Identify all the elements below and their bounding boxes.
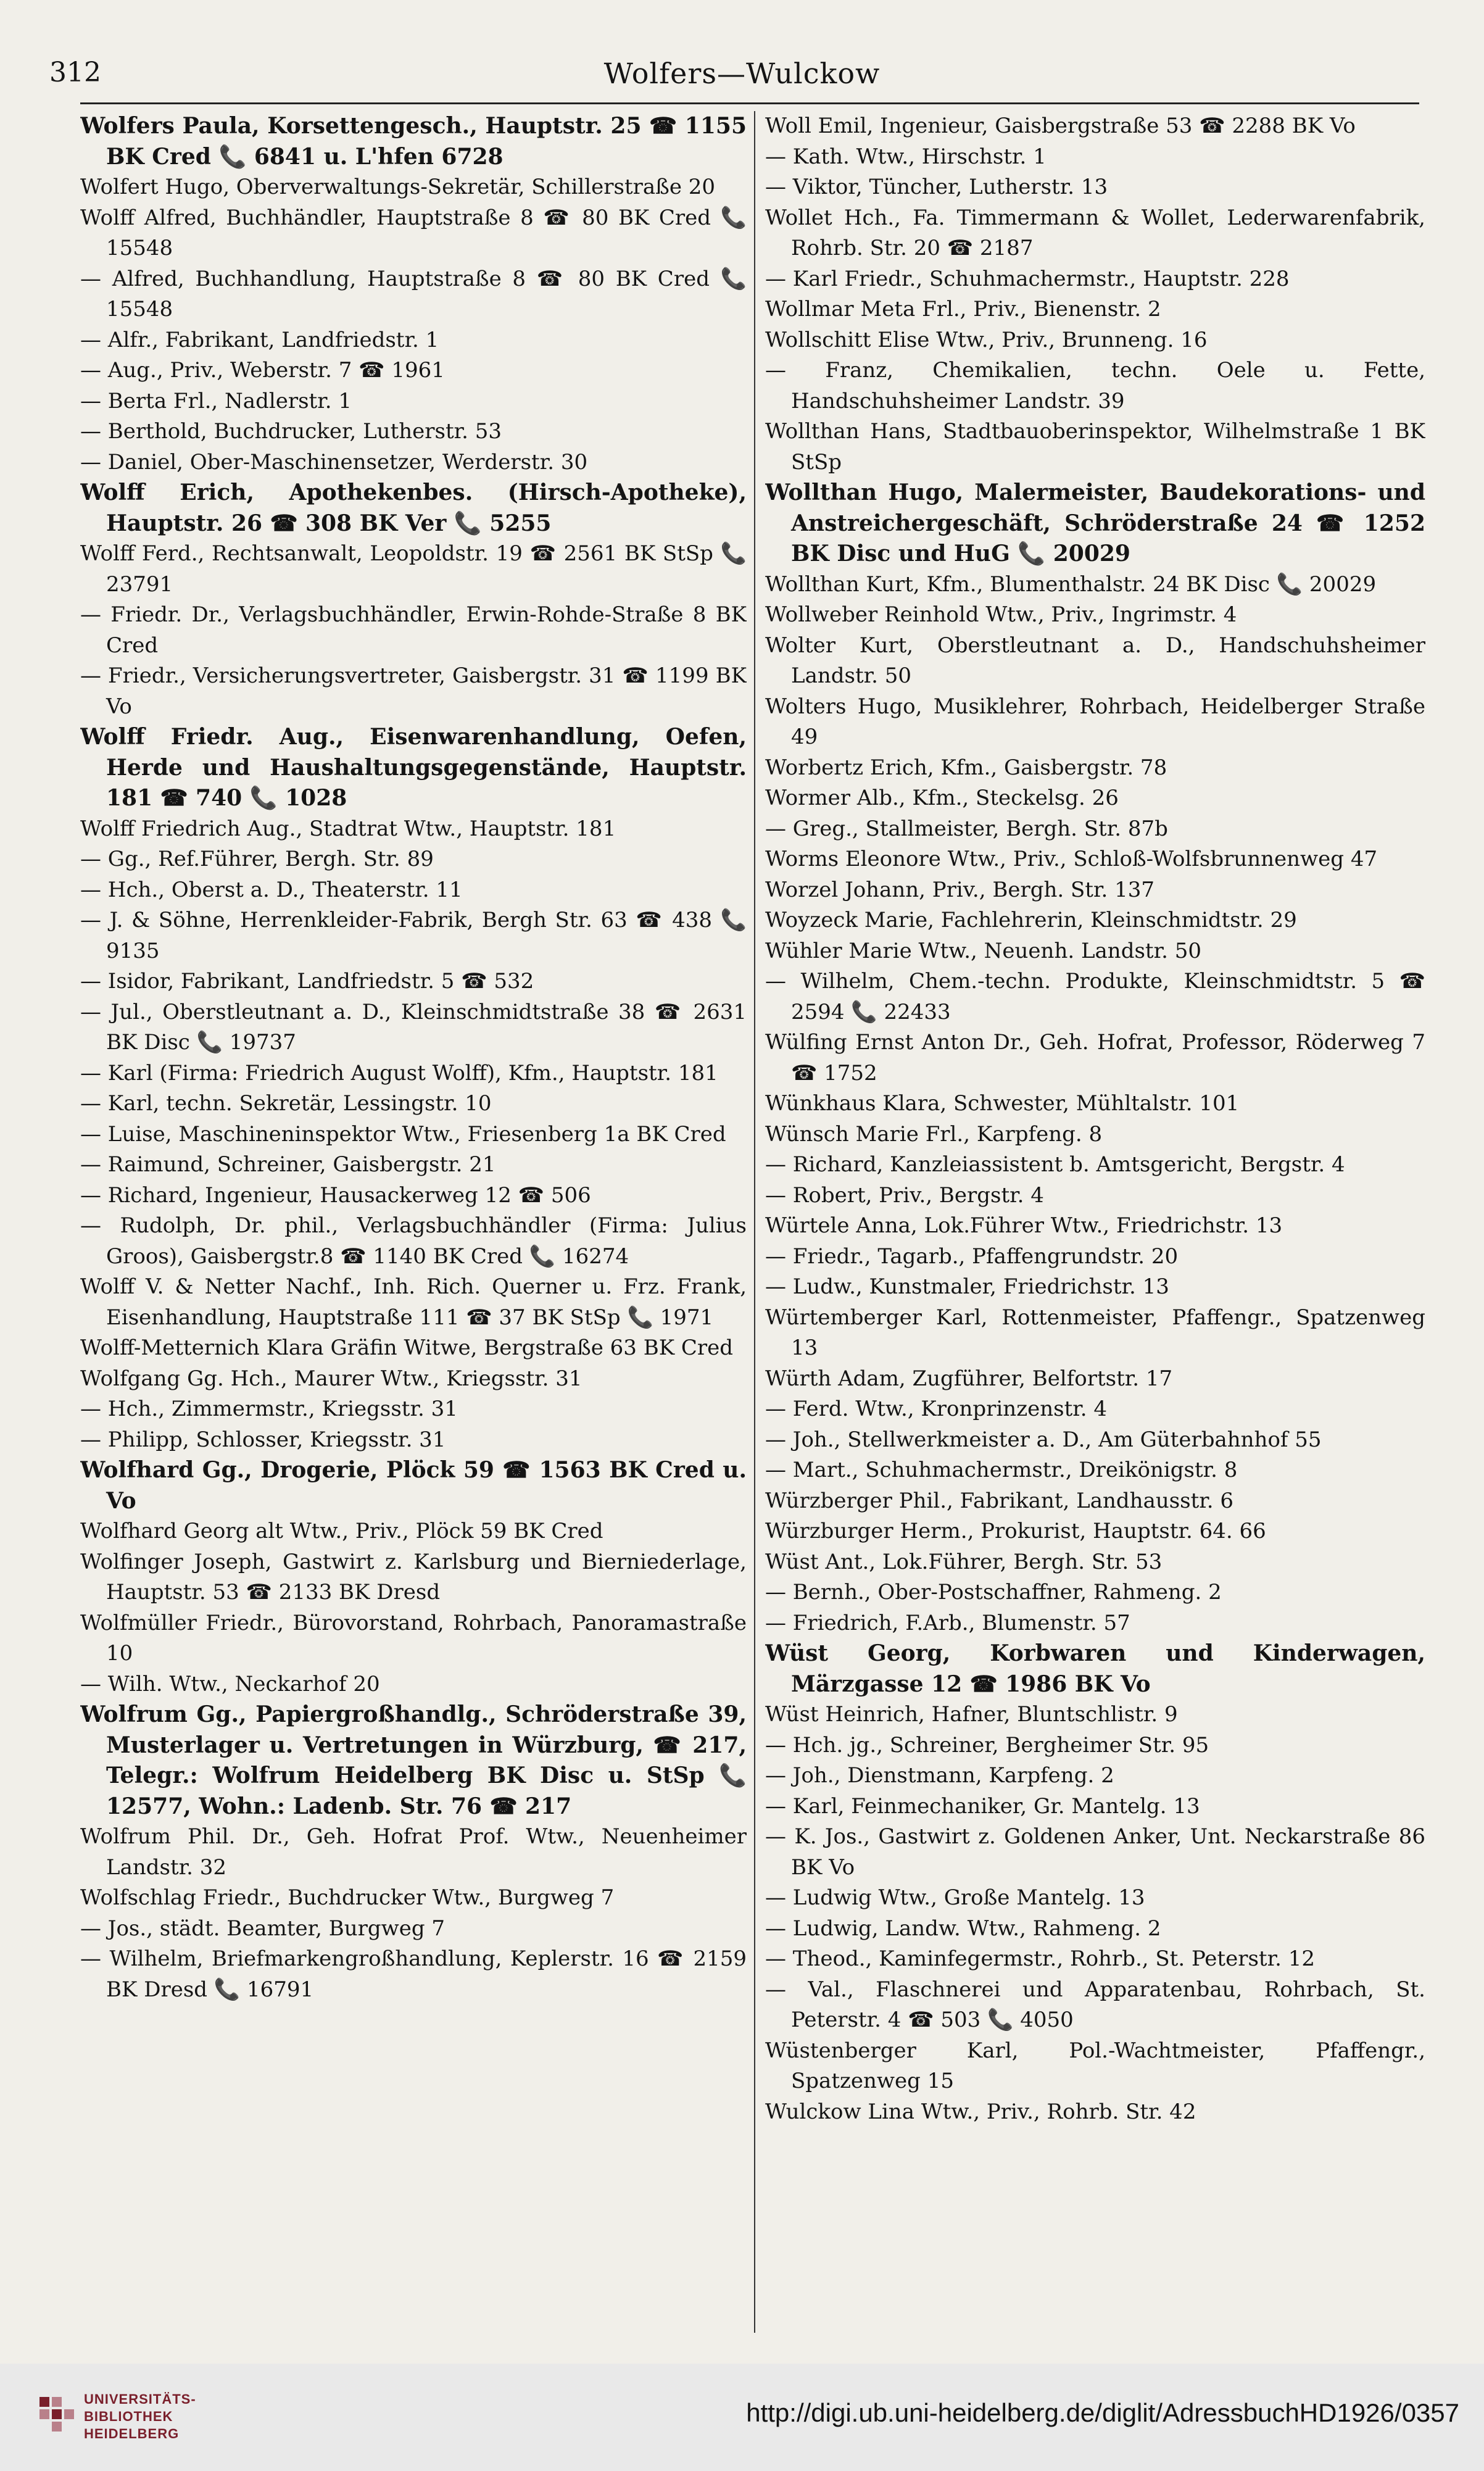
directory-entry: — Hch., Oberst a. D., Theaterstr. 11 — [80, 877, 463, 902]
directory-entry: Wolfert Hugo, Oberverwaltungs-Sekretär, Schillerstraße 20 — [80, 175, 716, 199]
directory-entry: — Raimund, Schreiner, Gaisbergstr. 21 — [80, 1152, 496, 1177]
page-number: 312 — [49, 57, 101, 88]
directory-entry: Wünkhaus Klara, Schwester, Mühltalstr. 101 — [765, 1091, 1240, 1116]
directory-entry: — Gg., Ref.Führer, Bergh. Str. 89 — [80, 847, 434, 871]
directory-entry: Worzel Johann, Priv., Bergh. Str. 137 — [765, 877, 1154, 902]
directory-entry: Wollthan Hans, Stadtbauoberinspektor, Wilhelmstraße 1 BK StSp — [765, 419, 1425, 475]
directory-entry: Wolfmüller Friedr., Bürovorstand, Rohrbach, Panoramastraße 10 — [80, 1610, 747, 1666]
directory-entry: — Jul., Oberstleutnant a. D., Kleinschmidtstraße 38 ☎ 2631 BK Disc 📞 19737 — [80, 999, 747, 1055]
directory-entry: Woll Emil, Ingenieur, Gaisbergstraße 53 ☎ 2288 BK Vo — [765, 114, 1356, 138]
directory-entry: Wolff V. & Netter Nachf., Inh. Rich. Querner u. Frz. Frank, Eisenhandlung, Hauptstraße 111 ☎ 37 BK StSp 📞 1971 — [80, 1274, 747, 1330]
directory-entry: Wolfrum Phil. Dr., Geh. Hofrat Prof. Wtw., Neuenheimer Landstr. 32 — [80, 1824, 747, 1880]
directory-entry: — Wilhelm, Briefmarkengroßhandlung, Keplerstr. 16 ☎ 2159 BK Dresd 📞 16791 — [80, 1946, 747, 2002]
directory-entry: — Berthold, Buchdrucker, Lutherstr. 53 — [80, 419, 502, 444]
directory-entry: Wolter Kurt, Oberstleutnant a. D., Handschuhsheimer Landstr. 50 — [765, 633, 1425, 688]
directory-entry: Wolff Friedrich Aug., Stadtrat Wtw., Hauptstr. 181 — [80, 816, 616, 841]
directory-entry: — Jos., städt. Beamter, Burgweg 7 — [80, 1916, 446, 1941]
directory-entry: — Richard, Kanzleiassistent b. Amtsgericht, Bergstr. 4 — [765, 1152, 1345, 1177]
library-logo-icon — [37, 2394, 77, 2434]
directory-entry: — Karl, techn. Sekretär, Lessingstr. 10 — [80, 1091, 492, 1116]
column-divider — [754, 111, 755, 2333]
directory-entry: Wormer Alb., Kfm., Steckelsg. 26 — [765, 786, 1119, 810]
directory-entry: Wolfhard Georg alt Wtw., Priv., Plöck 59 BK Cred — [80, 1519, 603, 1543]
directory-entry: — Alfr., Fabrikant, Landfriedstr. 1 — [80, 327, 439, 352]
directory-entry: — Wilh. Wtw., Neckarhof 20 — [80, 1671, 380, 1696]
directory-entry: Würtemberger Karl, Rottenmeister, Pfaffengr., Spatzenweg 13 — [765, 1305, 1425, 1360]
directory-entry: Wolff Friedr. Aug., Eisenwarenhandlung, Oefen, Herde und Haushaltungsgegenstände, Hauptstr. 181 ☎ 740 📞 1028 — [80, 724, 747, 811]
directory-entry: — Isidor, Fabrikant, Landfriedstr. 5 ☎ 532 — [80, 969, 534, 994]
directory-entry: Wollweber Reinhold Wtw., Priv., Ingrimstr. 4 — [765, 602, 1237, 627]
directory-entry: — Berta Frl., Nadlerstr. 1 — [80, 388, 352, 413]
directory-entry: Wünsch Marie Frl., Karpfeng. 8 — [765, 1121, 1103, 1147]
directory-entry: Woyzeck Marie, Fachlehrerin, Kleinschmidtstr. 29 — [765, 908, 1297, 932]
directory-entry: — Joh., Dienstmann, Karpfeng. 2 — [765, 1763, 1114, 1788]
directory-entry: — Ludw., Kunstmaler, Friedrichstr. 13 — [765, 1274, 1169, 1299]
left-column — [80, 111, 747, 2333]
directory-entry: Wolfinger Joseph, Gastwirt z. Karlsburg und Bierniederlage, Hauptstr. 53 ☎ 2133 BK Dresd — [80, 1549, 747, 1605]
directory-entry: Wollthan Kurt, Kfm., Blumenthalstr. 24 BK Disc 📞 20029 — [765, 571, 1377, 597]
directory-entry: Wolff Alfred, Buchhändler, Hauptstraße 8 ☎ 80 BK Cred 📞 15548 — [80, 205, 747, 260]
directory-entry: — Luise, Maschineninspektor Wtw., Friesenberg 1a BK Cred — [80, 1121, 726, 1147]
directory-entry: — Wilhelm, Chem.-techn. Produkte, Kleinschmidtstr. 5 ☎ 2594 📞 22433 — [765, 969, 1425, 1024]
directory-entry: Wülfing Ernst Anton Dr., Geh. Hofrat, Professor, Röderweg 7 ☎ 1752 — [765, 1030, 1425, 1086]
directory-entry: — Friedrich, F.Arb., Blumenstr. 57 — [765, 1610, 1130, 1635]
right-column — [765, 111, 1425, 2333]
directory-entry: Wollmar Meta Frl., Priv., Bienenstr. 2 — [765, 297, 1161, 322]
directory-entry: — Kath. Wtw., Hirschstr. 1 — [765, 144, 1047, 169]
directory-entry: — Hch. jg., Schreiner, Bergheimer Str. 95 — [765, 1732, 1209, 1758]
directory-entry: — Val., Flaschnerei und Apparatenbau, Rohrbach, St. Peterstr. 4 ☎ 503 📞 4050 — [765, 1977, 1425, 2032]
directory-entry: — Philipp, Schlosser, Kriegsstr. 31 — [80, 1427, 446, 1452]
directory-entry: Wüst Ant., Lok.Führer, Bergh. Str. 53 — [765, 1549, 1163, 1574]
directory-entry: Wolff Ferd., Rechtsanwalt, Leopoldstr. 19 ☎ 2561 BK StSp 📞 23791 — [80, 541, 747, 597]
logo-line-3: HEIDELBERG — [84, 2426, 180, 2441]
directory-entry: — Karl, Feinmechaniker, Gr. Mantelg. 13 — [765, 1793, 1200, 1819]
directory-entry: — J. & Söhne, Herrenkleider-Fabrik, Bergh Str. 63 ☎ 438 📞 9135 — [80, 908, 747, 963]
directory-entry: Wüstenberger Karl, Pol.-Wachtmeister, Pfaffengr., Spatzenweg 15 — [765, 2038, 1425, 2093]
directory-entry: — Friedr., Tagarb., Pfaffengrundstr. 20 — [765, 1244, 1179, 1269]
directory-entry: Worms Eleonore Wtw., Priv., Schloß-Wolfsbrunnenweg 47 — [765, 847, 1378, 871]
directory-entry: — Greg., Stallmeister, Bergh. Str. 87b — [765, 816, 1168, 841]
directory-entry: Wolff Erich, Apothekenbes. (Hirsch-Apotheke), Hauptstr. 26 ☎ 308 BK Ver 📞 5255 — [80, 480, 747, 536]
directory-entry: Wolters Hugo, Musiklehrer, Rohrbach, Heidelberger Straße 49 — [765, 694, 1425, 749]
directory-entry: Wollet Hch., Fa. Timmermann & Wollet, Lederwarenfabrik, Rohrb. Str. 20 ☎ 2187 — [765, 205, 1425, 260]
directory-entry: — Ludwig Wtw., Große Mantelg. 13 — [765, 1885, 1145, 1910]
directory-entry: — Bernh., Ober-Postschaffner, Rahmeng. 2 — [765, 1580, 1222, 1605]
directory-entry: Wühler Marie Wtw., Neuenh. Landstr. 50 — [765, 938, 1201, 963]
directory-entry: — Franz, Chemikalien, techn. Oele u. Fette, Handschuhsheimer Landstr. 39 — [765, 358, 1425, 413]
directory-entry: — Mart., Schuhmachermstr., Dreikönigstr. 8 — [765, 1458, 1238, 1482]
directory-entry: Wolfrum Gg., Papiergroßhandlg., Schröderstraße 39, Musterlager u. Vertretungen in Würzburg, ☎ 217, Telegr.: Wolfrum Heidelberg BK Disc u. StSp 📞 12577, Wohn.: Ladenb. Str. 76 ☎ 217 — [80, 1701, 747, 1819]
directory-entry: — Aug., Priv., Weberstr. 7 ☎ 1961 — [80, 358, 445, 383]
directory-entry: Wollschitt Elise Wtw., Priv., Brunneng. 16 — [765, 327, 1208, 352]
directory-entry: — Karl (Firma: Friedrich August Wolff), Kfm., Hauptstr. 181 — [80, 1060, 718, 1086]
directory-entry: Wolff-Metternich Klara Gräfin Witwe, Bergstraße 63 BK Cred — [80, 1335, 734, 1360]
directory-entry: — Richard, Ingenieur, Hausackerweg 12 ☎ 506 — [80, 1182, 591, 1208]
directory-entry: Würth Adam, Zugführer, Belfortstr. 17 — [765, 1366, 1173, 1391]
directory-entry: Wolfers Paula, Korsettengesch., Hauptstr. 25 ☎ 1155 BK Cred 📞 6841 u. L'hfen 6728 — [80, 113, 747, 170]
directory-entry: — Robert, Priv., Bergstr. 4 — [765, 1182, 1044, 1208]
source-url-link[interactable]: http://digi.ub.uni-heidelberg.de/diglit/AdressbuchHD1926/0357 — [746, 2398, 1459, 2427]
directory-entry: Wüst Georg, Korbwaren und Kinderwagen, Märzgasse 12 ☎ 1986 BK Vo — [765, 1640, 1425, 1697]
directory-entry: Wüst Heinrich, Hafner, Bluntschlistr. 9 — [765, 1702, 1178, 1727]
footer-bar — [0, 2364, 1484, 2471]
directory-entry: Worbertz Erich, Kfm., Gaisbergstr. 78 — [765, 755, 1167, 780]
directory-entry: — Friedr. Dr., Verlagsbuchhändler, Erwin-Rohde-Straße 8 BK Cred — [80, 602, 747, 658]
directory-entry: — K. Jos., Gastwirt z. Goldenen Anker, Unt. Neckarstraße 86 BK Vo — [765, 1824, 1425, 1880]
header-rule — [80, 102, 1419, 104]
directory-entry: Würtele Anna, Lok.Führer Wtw., Friedrichstr. 13 — [765, 1213, 1283, 1238]
directory-entry: — Hch., Zimmermstr., Kriegsstr. 31 — [80, 1397, 458, 1421]
directory-entry: — Joh., Stellwerkmeister a. D., Am Güterbahnhof 55 — [765, 1427, 1322, 1452]
directory-entry: Würzburger Herm., Prokurist, Hauptstr. 64. 66 — [765, 1519, 1266, 1543]
directory-entry: — Theod., Kaminfegermstr., Rohrb., St. Peterstr. 12 — [765, 1946, 1315, 1971]
directory-entry: Wollthan Hugo, Malermeister, Baudekorations- und Anstreichergeschäft, Schröderstraße 24 ☎ 1252 BK Disc und HuG 📞 20029 — [765, 480, 1425, 567]
directory-entry: Würzberger Phil., Fabrikant, Landhausstr. 6 — [765, 1488, 1234, 1513]
directory-entry: Wulckow Lina Wtw., Priv., Rohrb. Str. 42 — [765, 2099, 1196, 2124]
directory-entry: — Friedr., Versicherungsvertreter, Gaisbergstr. 31 ☎ 1199 BK Vo — [80, 663, 747, 719]
logo-line-2: BIBLIOTHEK — [84, 2409, 173, 2424]
directory-entry: — Karl Friedr., Schuhmachermstr., Hauptstr. 228 — [765, 266, 1290, 291]
logo-line-1: UNIVERSITÄTS- — [84, 2391, 196, 2407]
directory-entry: — Rudolph, Dr. phil., Verlagsbuchhändler (Firma: Julius Groos), Gaisbergstr.8 ☎ 1140 BK Cred 📞 16274 — [80, 1213, 747, 1269]
directory-entry: — Alfred, Buchhandlung, Hauptstraße 8 ☎ 80 BK Cred 📞 15548 — [80, 266, 747, 322]
directory-entry: Wolfgang Gg. Hch., Maurer Wtw., Kriegsstr. 31 — [80, 1366, 582, 1391]
directory-entry: — Viktor, Tüncher, Lutherstr. 13 — [765, 175, 1108, 199]
running-title: Wolfers—Wulckow — [603, 57, 881, 90]
directory-entry: Wolfschlag Friedr., Buchdrucker Wtw., Burgweg 7 — [80, 1885, 615, 1910]
directory-entry: — Ludwig, Landw. Wtw., Rahmeng. 2 — [765, 1916, 1161, 1941]
directory-entry: Wolfhard Gg., Drogerie, Plöck 59 ☎ 1563 BK Cred u. Vo — [80, 1457, 747, 1514]
directory-entry: — Ferd. Wtw., Kronprinzenstr. 4 — [765, 1397, 1108, 1421]
directory-entry: — Daniel, Ober-Maschinensetzer, Werderstr. 30 — [80, 449, 588, 475]
library-logo-text — [84, 2391, 196, 2443]
